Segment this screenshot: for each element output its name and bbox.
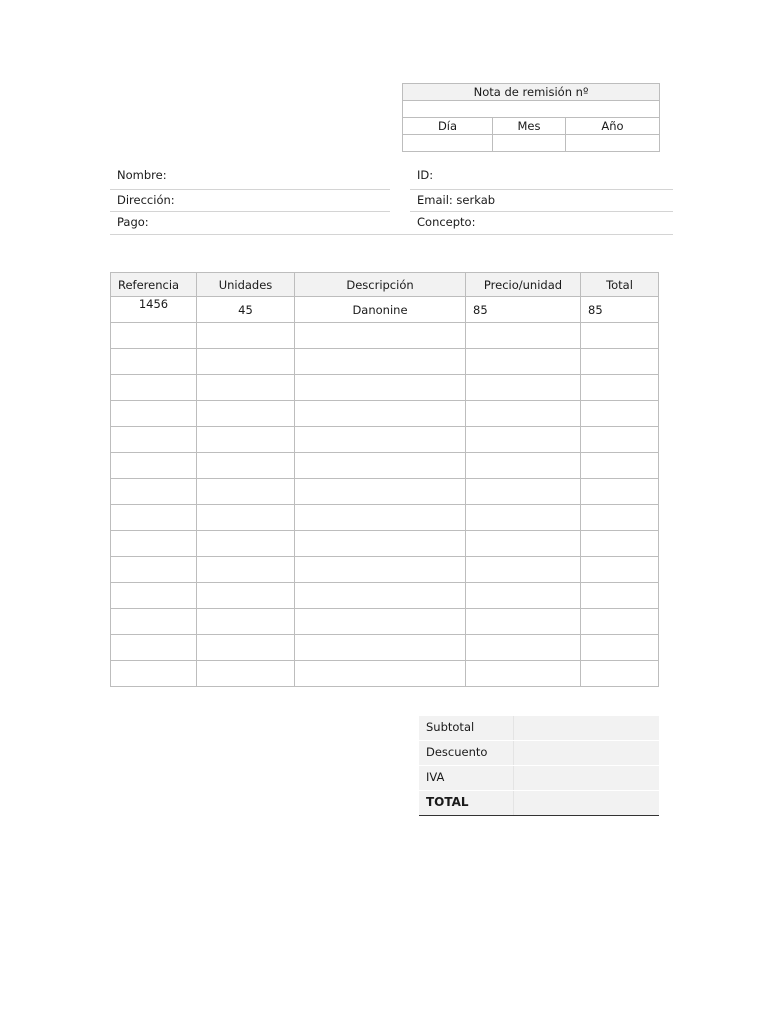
cell-descripcion[interactable]: [295, 557, 466, 583]
cell-descripcion[interactable]: [295, 609, 466, 635]
cell-unidades[interactable]: [197, 661, 295, 687]
cell-descripcion[interactable]: [295, 323, 466, 349]
cell-descripcion[interactable]: [295, 349, 466, 375]
name-label: Nombre:: [117, 168, 167, 182]
cell-descripcion[interactable]: [295, 531, 466, 557]
concept-label: Concepto:: [417, 215, 476, 229]
cell-referencia[interactable]: [111, 661, 197, 687]
divider: [110, 189, 390, 190]
tax-label: IVA: [426, 770, 445, 784]
divider: [513, 791, 514, 815]
cell-referencia[interactable]: 1456: [111, 297, 197, 323]
discount-row: [419, 741, 659, 766]
cell-referencia[interactable]: [111, 323, 197, 349]
cell-referencia[interactable]: [111, 375, 197, 401]
cell-precio-unidad[interactable]: [466, 661, 581, 687]
cell-unidades[interactable]: [197, 479, 295, 505]
cell-referencia[interactable]: [111, 531, 197, 557]
cell-total[interactable]: [581, 349, 659, 375]
cell-unidades[interactable]: [197, 323, 295, 349]
year-label: Año: [566, 118, 660, 135]
cell-referencia[interactable]: [111, 427, 197, 453]
table-row: [111, 453, 659, 479]
table-row: [111, 609, 659, 635]
cell-unidades[interactable]: [197, 531, 295, 557]
cell-total[interactable]: [581, 427, 659, 453]
cell-precio-unidad[interactable]: [466, 635, 581, 661]
cell-referencia[interactable]: [111, 401, 197, 427]
cell-total[interactable]: [581, 661, 659, 687]
divider: [410, 211, 673, 212]
cell-referencia[interactable]: [111, 635, 197, 661]
cell-precio-unidad[interactable]: [466, 479, 581, 505]
cell-total[interactable]: [581, 635, 659, 661]
cell-referencia[interactable]: [111, 349, 197, 375]
table-row: [111, 401, 659, 427]
cell-unidades[interactable]: [197, 453, 295, 479]
cell-unidades[interactable]: [197, 505, 295, 531]
payment-label: Pago:: [117, 215, 149, 229]
cell-unidades[interactable]: [197, 401, 295, 427]
cell-precio-unidad[interactable]: [466, 453, 581, 479]
cell-total[interactable]: [581, 583, 659, 609]
items-header-row: [111, 273, 659, 297]
cell-referencia[interactable]: [111, 453, 197, 479]
cell-descripcion[interactable]: Danonine: [295, 297, 466, 323]
total-row: [419, 791, 659, 816]
items-table: [110, 272, 659, 687]
remission-number-field[interactable]: [403, 101, 660, 118]
divider: [513, 716, 514, 740]
cell-precio-unidad[interactable]: [466, 349, 581, 375]
cell-referencia[interactable]: [111, 505, 197, 531]
cell-referencia[interactable]: [111, 609, 197, 635]
column-header-descripcion: Descripción: [295, 273, 466, 297]
cell-precio-unidad[interactable]: [466, 557, 581, 583]
tax-row: [419, 766, 659, 791]
cell-descripcion[interactable]: [295, 427, 466, 453]
cell-total[interactable]: [581, 401, 659, 427]
table-row: [111, 349, 659, 375]
cell-unidades[interactable]: [197, 349, 295, 375]
cell-precio-unidad[interactable]: 85: [466, 297, 581, 323]
cell-unidades[interactable]: [197, 583, 295, 609]
cell-unidades[interactable]: [197, 557, 295, 583]
cell-referencia[interactable]: [111, 557, 197, 583]
cell-total[interactable]: [581, 557, 659, 583]
cell-precio-unidad[interactable]: [466, 401, 581, 427]
remission-title: Nota de remisión nº: [403, 84, 660, 101]
cell-unidades[interactable]: [197, 375, 295, 401]
column-header-unidades: Unidades: [197, 273, 295, 297]
table-row: [111, 635, 659, 661]
cell-referencia[interactable]: [111, 583, 197, 609]
cell-unidades[interactable]: 45: [197, 297, 295, 323]
divider: [110, 211, 390, 212]
column-header-referencia: Referencia: [111, 273, 197, 297]
column-header-total: Total: [581, 273, 659, 297]
divider: [110, 234, 673, 235]
cell-unidades[interactable]: [197, 427, 295, 453]
subtotal-row: [419, 716, 659, 741]
table-row: [111, 531, 659, 557]
month-label: Mes: [493, 118, 566, 135]
email-label: Email: serkab: [417, 193, 496, 207]
table-row: [111, 583, 659, 609]
table-row: [111, 505, 659, 531]
divider: [513, 741, 514, 765]
cell-total[interactable]: [581, 453, 659, 479]
discount-label: Descuento: [426, 745, 488, 759]
month-field[interactable]: [493, 135, 566, 152]
cell-descripcion[interactable]: [295, 375, 466, 401]
remission-box: [402, 83, 660, 152]
year-field[interactable]: [566, 135, 660, 152]
cell-total[interactable]: 85: [581, 297, 659, 323]
divider: [513, 766, 514, 790]
cell-unidades[interactable]: [197, 609, 295, 635]
totals-block: [419, 716, 659, 816]
cell-descripcion[interactable]: [295, 635, 466, 661]
cell-descripcion[interactable]: [295, 479, 466, 505]
cell-referencia[interactable]: [111, 479, 197, 505]
table-row: [111, 323, 659, 349]
table-row: [111, 557, 659, 583]
divider: [410, 189, 673, 190]
cell-total[interactable]: [581, 323, 659, 349]
cell-precio-unidad[interactable]: [466, 323, 581, 349]
cell-total[interactable]: [581, 505, 659, 531]
cell-descripcion[interactable]: [295, 453, 466, 479]
cell-unidades[interactable]: [197, 635, 295, 661]
subtotal-label: Subtotal: [426, 720, 475, 734]
cell-total[interactable]: [581, 531, 659, 557]
cell-descripcion[interactable]: [295, 583, 466, 609]
table-row: [111, 427, 659, 453]
cell-total[interactable]: [581, 609, 659, 635]
cell-total[interactable]: [581, 479, 659, 505]
cell-precio-unidad[interactable]: [466, 427, 581, 453]
cell-precio-unidad[interactable]: [466, 609, 581, 635]
id-label: ID:: [417, 168, 434, 182]
cell-descripcion[interactable]: [295, 401, 466, 427]
table-row: [111, 661, 659, 687]
cell-total[interactable]: [581, 375, 659, 401]
address-label: Dirección:: [117, 193, 175, 207]
cell-descripcion[interactable]: [295, 505, 466, 531]
table-row: [111, 479, 659, 505]
total-label: TOTAL: [426, 795, 469, 809]
cell-precio-unidad[interactable]: [466, 505, 581, 531]
cell-precio-unidad[interactable]: [466, 531, 581, 557]
cell-descripcion[interactable]: [295, 661, 466, 687]
day-field[interactable]: [403, 135, 493, 152]
cell-precio-unidad[interactable]: [466, 375, 581, 401]
day-label: Día: [403, 118, 493, 135]
table-row: [111, 375, 659, 401]
table-row: [111, 297, 659, 323]
column-header-precio-unidad: Precio/unidad: [466, 273, 581, 297]
cell-precio-unidad[interactable]: [466, 583, 581, 609]
